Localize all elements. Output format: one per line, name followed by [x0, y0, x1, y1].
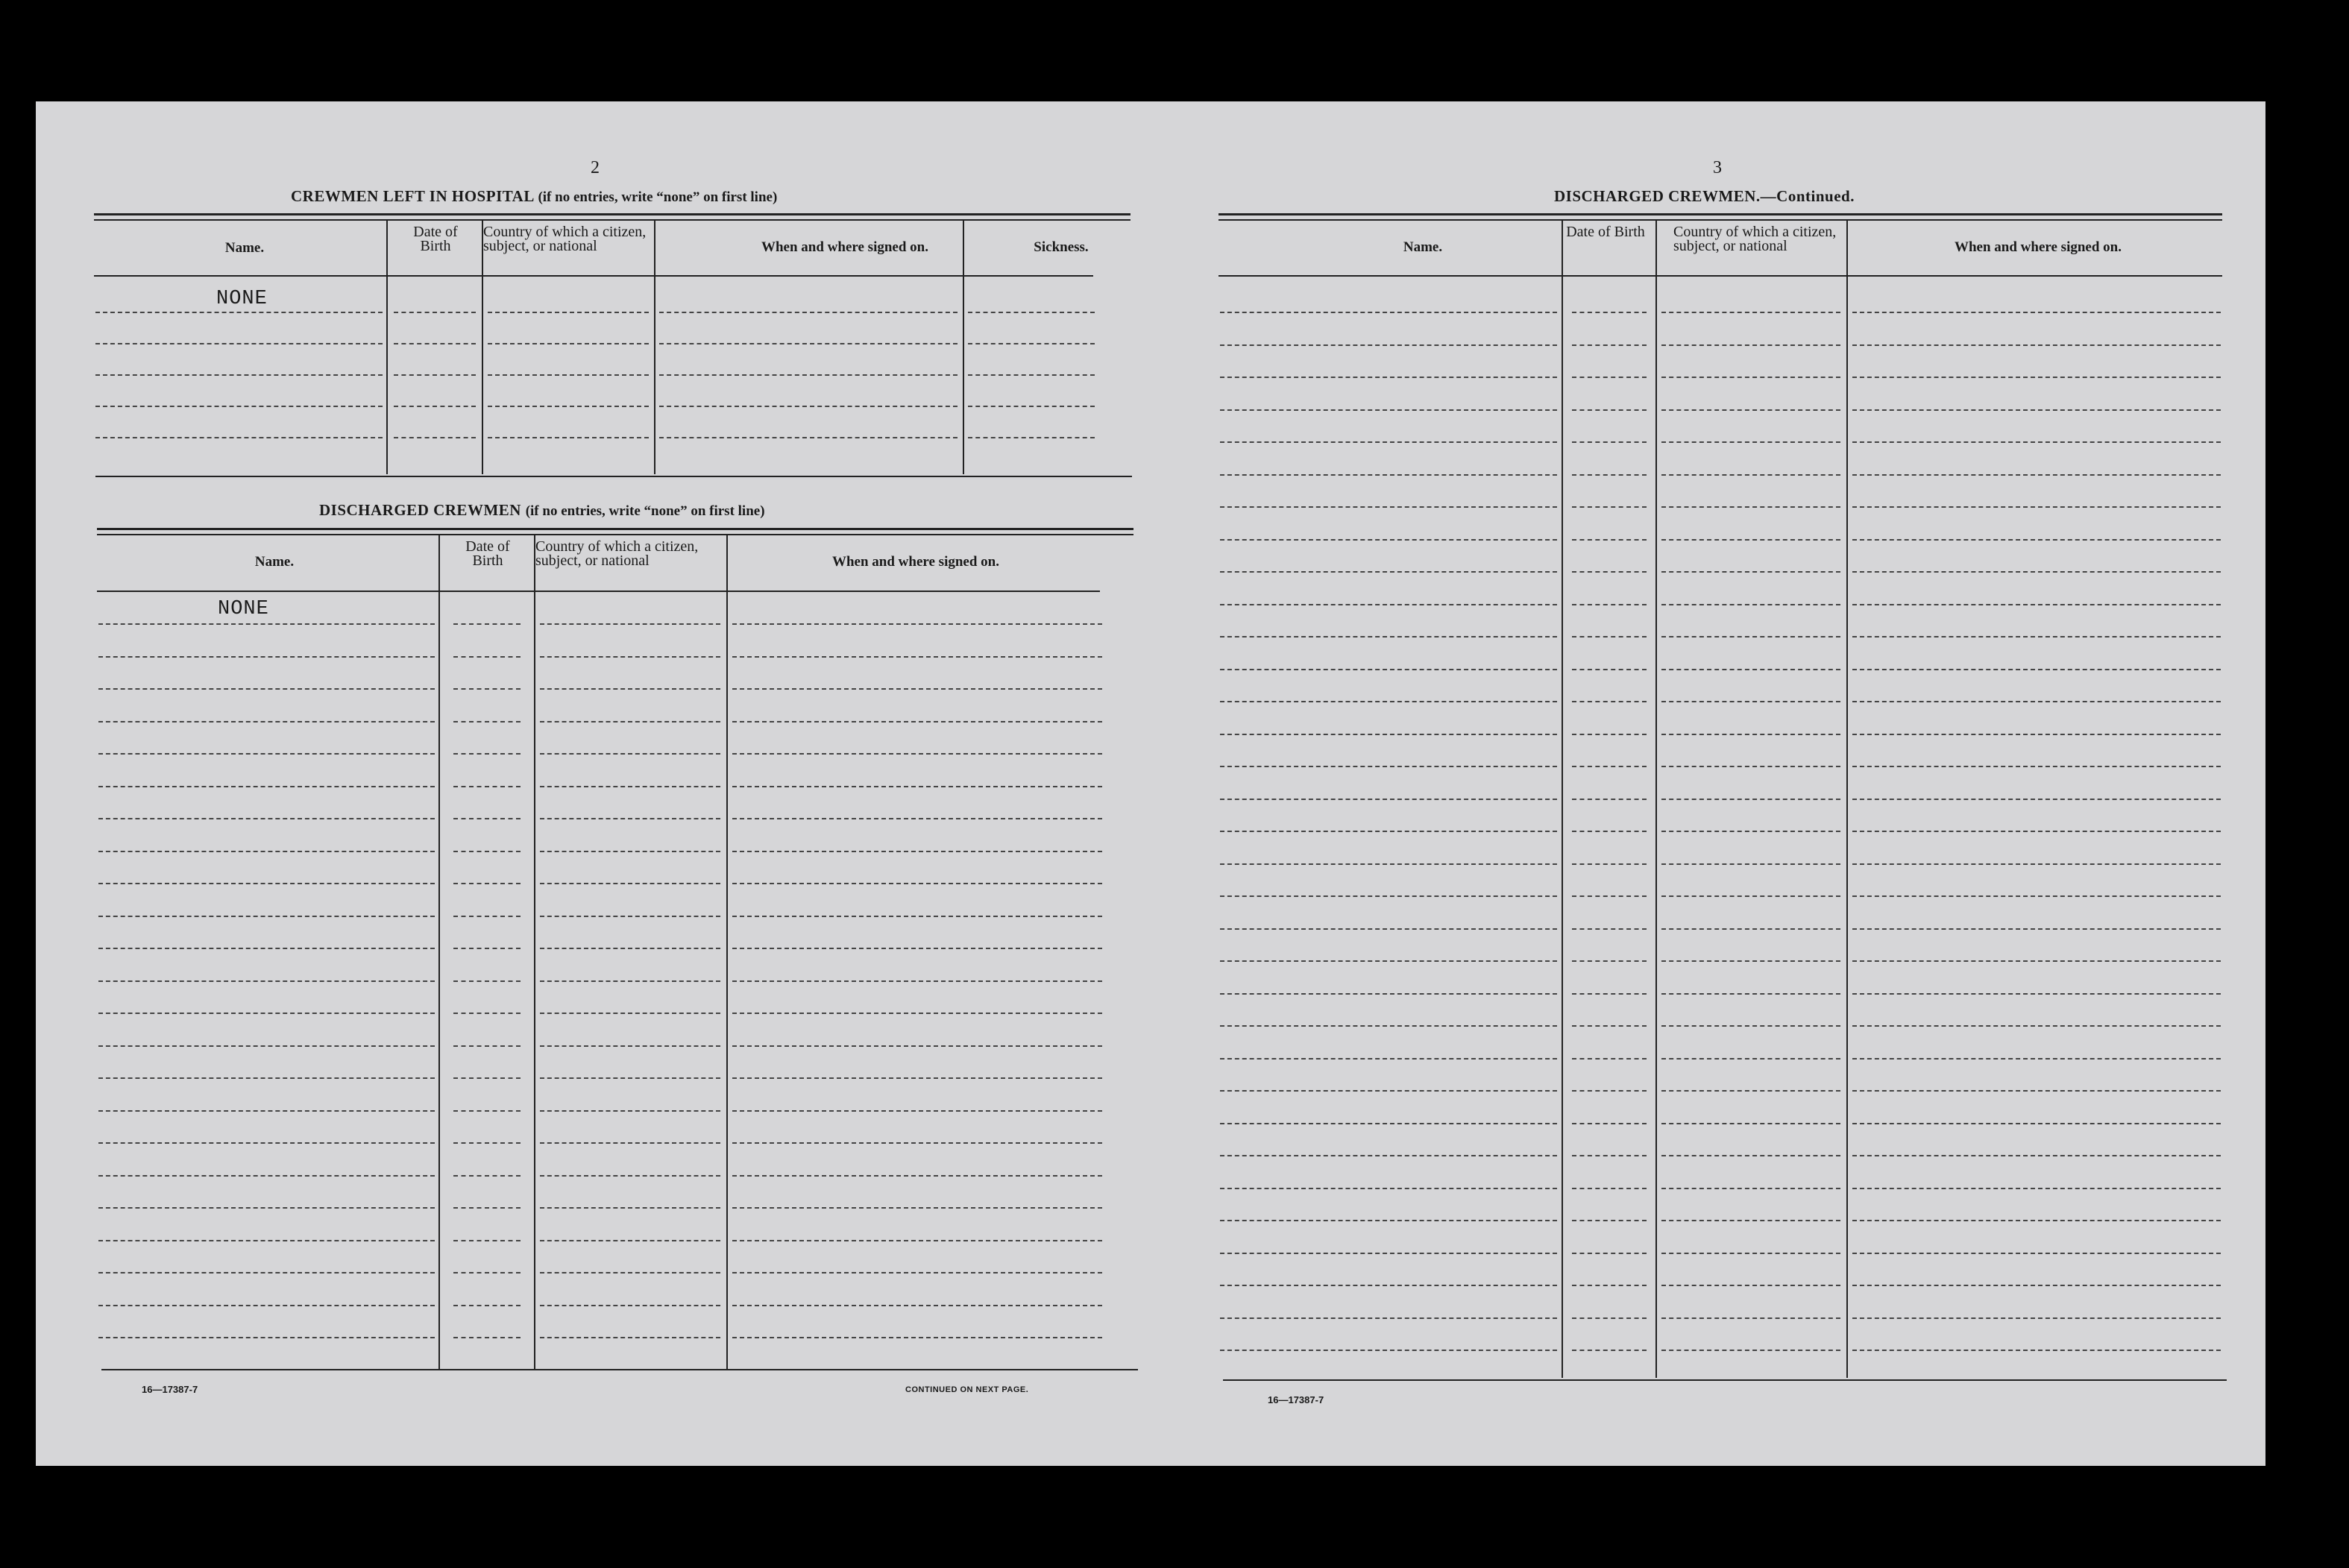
- ruled-line: [540, 818, 720, 819]
- ruled-line: [968, 374, 1095, 376]
- ruled-line: [453, 1013, 521, 1014]
- ruled-line: [1220, 928, 1557, 930]
- hospital-col-dob: Date of Birth: [413, 224, 458, 254]
- ruled-line: [1220, 312, 1557, 313]
- ruled-line: [540, 883, 720, 884]
- ruled-line: [1572, 636, 1647, 637]
- ruled-line: [1220, 344, 1557, 346]
- form-sheet: [36, 101, 2265, 1466]
- hospital-vline-4: [963, 219, 964, 474]
- ruled-line: [1852, 1058, 2221, 1059]
- ruled-line: [1852, 701, 2221, 702]
- ruled-line: [1661, 766, 1840, 767]
- ruled-line: [1661, 636, 1840, 637]
- right-top-rule: [1218, 213, 2222, 215]
- ruled-line: [1220, 895, 1557, 897]
- ruled-line: [1572, 1285, 1647, 1286]
- discharged-vline-1: [438, 534, 440, 1369]
- discharged-entry-none: NONE: [218, 598, 269, 620]
- ruled-line: [1852, 441, 2221, 443]
- ruled-line: [453, 688, 521, 690]
- ruled-line: [540, 786, 720, 787]
- hospital-section-title: [291, 187, 777, 206]
- ruled-line: [1220, 831, 1557, 832]
- ruled-line: [1220, 863, 1557, 865]
- ruled-line: [968, 406, 1095, 407]
- ruled-line: [540, 1175, 720, 1177]
- ruled-line: [1661, 1350, 1840, 1351]
- ruled-line: [1661, 1317, 1840, 1319]
- continued-note: CONTINUED ON NEXT PAGE.: [905, 1385, 1029, 1394]
- ruled-line: [732, 1142, 1102, 1144]
- hospital-top-rule-2: [94, 219, 1131, 221]
- discharged-col-dob: Date of Birth: [465, 538, 510, 569]
- ruled-line: [732, 980, 1102, 982]
- ruled-line: [1220, 1090, 1557, 1092]
- right-vline-3: [1846, 219, 1848, 1378]
- discharged-instruction: (if no entries, write “none” on first line): [525, 503, 765, 519]
- ruled-line: [1661, 312, 1840, 313]
- ruled-line: [1852, 1317, 2221, 1319]
- ruled-line: [540, 1240, 720, 1241]
- ruled-line: [98, 1272, 435, 1273]
- ruled-line: [1852, 993, 2221, 995]
- ruled-line: [659, 312, 957, 313]
- ruled-line: [1572, 1317, 1647, 1319]
- ruled-line: [95, 406, 383, 407]
- hospital-col-country: Country of which a citizen, subject, or national: [483, 224, 647, 254]
- ruled-line: [488, 312, 649, 313]
- ruled-line: [1661, 1253, 1840, 1254]
- right-col-name: Name.: [1403, 239, 1443, 255]
- page-number-right: 3: [1713, 158, 1722, 177]
- ruled-line: [732, 1337, 1102, 1338]
- ruled-line: [540, 1272, 720, 1273]
- ruled-line: [659, 343, 957, 344]
- ruled-line: [98, 656, 435, 658]
- ruled-line: [95, 374, 383, 376]
- ruled-line: [98, 753, 435, 755]
- ruled-line: [1572, 831, 1647, 832]
- ruled-line: [732, 1272, 1102, 1273]
- hospital-header-rule: [94, 275, 1093, 277]
- ruled-line: [1661, 377, 1840, 378]
- ruled-line: [1572, 344, 1647, 346]
- ruled-line: [540, 656, 720, 658]
- ruled-line: [1572, 377, 1647, 378]
- ruled-line: [1572, 1253, 1647, 1254]
- ruled-line: [1661, 734, 1840, 735]
- ruled-line: [98, 948, 435, 949]
- ruled-line: [968, 437, 1095, 438]
- discharged-header-rule: [97, 591, 1100, 592]
- ruled-line: [1852, 669, 2221, 670]
- ruled-line: [1661, 1058, 1840, 1059]
- ruled-line: [540, 980, 720, 982]
- ruled-line: [394, 374, 476, 376]
- ruled-line: [98, 786, 435, 787]
- ruled-line: [1852, 928, 2221, 930]
- ruled-line: [1572, 604, 1647, 605]
- ruled-line: [540, 916, 720, 917]
- discharged-col-name: Name.: [254, 554, 295, 570]
- ruled-line: [1572, 312, 1647, 313]
- ruled-line: [1220, 960, 1557, 962]
- ruled-line: [1572, 571, 1647, 573]
- ruled-line: [1852, 1350, 2221, 1351]
- ruled-line: [1220, 441, 1557, 443]
- ruled-line: [732, 883, 1102, 884]
- discharged-bottom-rule: [101, 1369, 1138, 1370]
- ruled-line: [732, 1077, 1102, 1079]
- ruled-line: [1852, 571, 2221, 573]
- ruled-line: [453, 721, 521, 722]
- ruled-line: [453, 1175, 521, 1177]
- hospital-bottom-rule: [95, 476, 1132, 477]
- ruled-line: [732, 916, 1102, 917]
- ruled-line: [1661, 928, 1840, 930]
- right-vline-1: [1562, 219, 1563, 1378]
- ruled-line: [1661, 474, 1840, 476]
- ruled-line: [98, 1045, 435, 1047]
- ruled-line: [1852, 1253, 2221, 1254]
- ruled-line: [1661, 571, 1840, 573]
- ruled-line: [453, 1240, 521, 1241]
- ruled-line: [98, 1013, 435, 1014]
- ruled-line: [95, 437, 383, 438]
- ruled-line: [453, 753, 521, 755]
- ruled-line: [1661, 669, 1840, 670]
- ruled-line: [1572, 928, 1647, 930]
- ruled-line: [1852, 344, 2221, 346]
- ruled-line: [732, 688, 1102, 690]
- ruled-line: [1572, 474, 1647, 476]
- ruled-line: [1661, 506, 1840, 508]
- ruled-line: [1661, 895, 1840, 897]
- ruled-line: [98, 1240, 435, 1241]
- discharged-vline-2: [534, 534, 535, 1369]
- ruled-line: [1220, 1253, 1557, 1254]
- ruled-line: [1572, 506, 1647, 508]
- ruled-line: [1220, 1123, 1557, 1124]
- ruled-line: [453, 980, 521, 982]
- hospital-instruction: (if no entries, write “none” on first line): [538, 189, 778, 205]
- discharged-vline-3: [726, 534, 728, 1369]
- discharged-top-rule: [97, 528, 1133, 530]
- ruled-line: [98, 623, 435, 625]
- ruled-line: [98, 1207, 435, 1209]
- ruled-line: [732, 1013, 1102, 1014]
- ruled-line: [1572, 669, 1647, 670]
- ruled-line: [540, 1045, 720, 1047]
- right-vline-2: [1655, 219, 1657, 1378]
- ruled-line: [1220, 1350, 1557, 1351]
- ruled-line: [1852, 312, 2221, 313]
- ruled-line: [1852, 1123, 2221, 1124]
- right-col-country: Country of which a citizen, subject, or national: [1673, 224, 1837, 254]
- ruled-line: [1572, 1220, 1647, 1221]
- ruled-line: [98, 1175, 435, 1177]
- ruled-line: [732, 1110, 1102, 1112]
- ruled-line: [732, 786, 1102, 787]
- ruled-line: [1572, 1188, 1647, 1189]
- ruled-line: [1572, 1090, 1647, 1092]
- ruled-line: [1572, 993, 1647, 995]
- ruled-line: [732, 1240, 1102, 1241]
- ruled-line: [453, 916, 521, 917]
- ruled-line: [488, 406, 649, 407]
- ruled-line: [453, 818, 521, 819]
- ruled-line: [1220, 409, 1557, 411]
- ruled-line: [732, 948, 1102, 949]
- ruled-line: [98, 721, 435, 722]
- ruled-line: [732, 753, 1102, 755]
- ruled-line: [488, 343, 649, 344]
- ruled-line: [732, 818, 1102, 819]
- ruled-line: [1220, 993, 1557, 995]
- hospital-vline-3: [654, 219, 655, 474]
- ruled-line: [1661, 1220, 1840, 1221]
- right-header-rule: [1218, 275, 2222, 277]
- ruled-line: [1852, 1090, 2221, 1092]
- ruled-line: [1572, 766, 1647, 767]
- ruled-line: [968, 312, 1095, 313]
- ruled-line: [453, 1077, 521, 1079]
- ruled-line: [732, 1207, 1102, 1209]
- ruled-line: [732, 1045, 1102, 1047]
- ruled-line: [732, 721, 1102, 722]
- ruled-line: [488, 437, 649, 438]
- ruled-line: [659, 406, 957, 407]
- ruled-line: [453, 1207, 521, 1209]
- hospital-top-rule: [94, 213, 1131, 215]
- ruled-line: [1661, 1285, 1840, 1286]
- right-section-title: DISCHARGED CREWMEN.—Continued.: [1554, 187, 1855, 205]
- ruled-line: [453, 1305, 521, 1306]
- ruled-line: [1852, 799, 2221, 800]
- ruled-line: [1661, 701, 1840, 702]
- discharged-col-signed: When and where signed on.: [831, 554, 999, 570]
- ruled-line: [1852, 1025, 2221, 1027]
- ruled-line: [1220, 669, 1557, 670]
- ruled-line: [540, 1337, 720, 1338]
- ruled-line: [1661, 441, 1840, 443]
- ruled-line: [540, 1142, 720, 1144]
- ruled-line: [1220, 1317, 1557, 1319]
- ruled-line: [98, 1110, 435, 1112]
- ruled-line: [540, 1305, 720, 1306]
- ruled-line: [1220, 474, 1557, 476]
- ruled-line: [453, 656, 521, 658]
- ruled-line: [1852, 960, 2221, 962]
- ruled-line: [394, 343, 476, 344]
- ruled-line: [453, 623, 521, 625]
- ruled-line: [1852, 734, 2221, 735]
- hospital-vline-1: [386, 219, 388, 474]
- hospital-vline-2: [482, 219, 483, 474]
- ruled-line: [394, 437, 476, 438]
- ruled-line: [1572, 441, 1647, 443]
- form-number-right: 16—17387-7: [1268, 1394, 1324, 1405]
- ruled-line: [453, 948, 521, 949]
- ruled-line: [1661, 960, 1840, 962]
- ruled-line: [1661, 863, 1840, 865]
- ruled-line: [1572, 1123, 1647, 1124]
- ruled-line: [1852, 895, 2221, 897]
- ruled-line: [1572, 1155, 1647, 1156]
- ruled-line: [95, 312, 383, 313]
- ruled-line: [1572, 701, 1647, 702]
- ruled-line: [98, 980, 435, 982]
- ruled-line: [540, 1207, 720, 1209]
- ruled-line: [1852, 831, 2221, 832]
- ruled-line: [453, 786, 521, 787]
- ruled-line: [540, 1013, 720, 1014]
- right-col-dob: Date of Birth: [1566, 224, 1645, 240]
- right-col-signed: When and where signed on.: [1954, 239, 2122, 255]
- ruled-line: [1220, 1220, 1557, 1221]
- ruled-line: [1852, 766, 2221, 767]
- ruled-line: [394, 406, 476, 407]
- ruled-line: [1220, 766, 1557, 767]
- ruled-line: [1661, 1025, 1840, 1027]
- hospital-title-text: CREWMEN LEFT IN HOSPITAL: [291, 187, 534, 205]
- hospital-entry-none: NONE: [216, 288, 268, 310]
- ruled-line: [1220, 604, 1557, 605]
- discharged-section-title: [319, 501, 765, 520]
- ruled-line: [1661, 1090, 1840, 1092]
- hospital-col-signed: When and where signed on.: [761, 239, 928, 255]
- ruled-line: [98, 851, 435, 852]
- ruled-line: [1220, 636, 1557, 637]
- ruled-line: [1661, 539, 1840, 541]
- ruled-line: [540, 753, 720, 755]
- ruled-line: [1220, 799, 1557, 800]
- form-number-left: 16—17387-7: [142, 1384, 198, 1395]
- ruled-line: [453, 1045, 521, 1047]
- ruled-line: [98, 818, 435, 819]
- ruled-line: [98, 1305, 435, 1306]
- ruled-line: [732, 1305, 1102, 1306]
- ruled-line: [1852, 604, 2221, 605]
- ruled-line: [1572, 960, 1647, 962]
- ruled-line: [488, 374, 649, 376]
- ruled-line: [1661, 1123, 1840, 1124]
- ruled-line: [732, 656, 1102, 658]
- ruled-line: [98, 1142, 435, 1144]
- ruled-line: [1220, 734, 1557, 735]
- ruled-line: [540, 721, 720, 722]
- ruled-line: [1852, 1188, 2221, 1189]
- ruled-line: [98, 688, 435, 690]
- ruled-line: [1220, 701, 1557, 702]
- ruled-line: [98, 883, 435, 884]
- ruled-line: [1220, 1058, 1557, 1059]
- discharged-top-rule-2: [97, 534, 1133, 535]
- ruled-line: [1852, 506, 2221, 508]
- ruled-line: [1852, 474, 2221, 476]
- page-number-left: 2: [591, 158, 600, 177]
- ruled-line: [732, 623, 1102, 625]
- ruled-line: [453, 1337, 521, 1338]
- ruled-line: [1852, 377, 2221, 378]
- ruled-line: [1572, 895, 1647, 897]
- ruled-line: [1661, 344, 1840, 346]
- ruled-line: [1852, 863, 2221, 865]
- ruled-line: [1661, 604, 1840, 605]
- right-top-rule-2: [1218, 219, 2222, 221]
- ruled-line: [1220, 1188, 1557, 1189]
- ruled-line: [1220, 1285, 1557, 1286]
- ruled-line: [1220, 1025, 1557, 1027]
- ruled-line: [1572, 1058, 1647, 1059]
- ruled-line: [1572, 1350, 1647, 1351]
- hospital-col-sickness: Sickness.: [1034, 239, 1089, 255]
- ruled-line: [1661, 1155, 1840, 1156]
- right-bottom-rule: [1223, 1379, 2227, 1381]
- ruled-line: [968, 343, 1095, 344]
- ruled-line: [540, 851, 720, 852]
- ruled-line: [1220, 506, 1557, 508]
- ruled-line: [1220, 1155, 1557, 1156]
- ruled-line: [1852, 1220, 2221, 1221]
- ruled-line: [1661, 831, 1840, 832]
- ruled-line: [1852, 409, 2221, 411]
- ruled-line: [98, 1077, 435, 1079]
- ruled-line: [1572, 734, 1647, 735]
- hospital-col-name: Name.: [224, 240, 265, 256]
- ruled-line: [540, 948, 720, 949]
- ruled-line: [1852, 1285, 2221, 1286]
- ruled-line: [540, 688, 720, 690]
- ruled-line: [1661, 1188, 1840, 1189]
- ruled-line: [659, 437, 957, 438]
- ruled-line: [453, 883, 521, 884]
- ruled-line: [1572, 799, 1647, 800]
- ruled-line: [453, 1110, 521, 1112]
- ruled-line: [1572, 409, 1647, 411]
- discharged-col-country: Country of which a citizen, subject, or national: [535, 538, 699, 569]
- ruled-line: [1661, 993, 1840, 995]
- ruled-line: [540, 1077, 720, 1079]
- ruled-line: [1220, 539, 1557, 541]
- ruled-line: [394, 312, 476, 313]
- ruled-line: [453, 1272, 521, 1273]
- ruled-line: [1572, 1025, 1647, 1027]
- ruled-line: [98, 1337, 435, 1338]
- ruled-line: [1852, 539, 2221, 541]
- ruled-line: [1220, 571, 1557, 573]
- ruled-line: [1661, 409, 1840, 411]
- ruled-line: [732, 851, 1102, 852]
- ruled-line: [95, 343, 383, 344]
- ruled-line: [1572, 539, 1647, 541]
- ruled-line: [1852, 636, 2221, 637]
- ruled-line: [453, 851, 521, 852]
- ruled-line: [540, 623, 720, 625]
- ruled-line: [1852, 1155, 2221, 1156]
- ruled-line: [1220, 377, 1557, 378]
- ruled-line: [732, 1175, 1102, 1177]
- ruled-line: [1572, 863, 1647, 865]
- ruled-line: [98, 916, 435, 917]
- ruled-line: [1661, 799, 1840, 800]
- ruled-line: [659, 374, 957, 376]
- discharged-title-text: DISCHARGED CREWMEN: [319, 501, 521, 519]
- ruled-line: [453, 1142, 521, 1144]
- ruled-line: [540, 1110, 720, 1112]
